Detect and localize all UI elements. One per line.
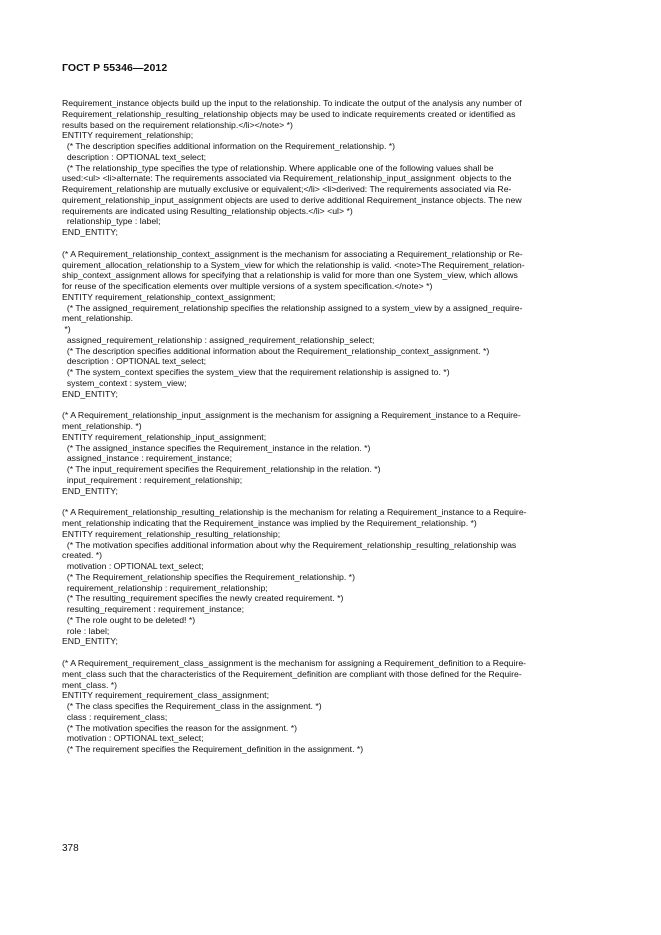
text-line: motivation : OPTIONAL text_select; — [62, 733, 204, 744]
text-line: requirement_relationship : requirement_relationship; — [62, 582, 268, 593]
text-line: (* A Requirement_relationship_context_assignment is the mechanism for associating a Requirement_relationship or Re- — [62, 248, 523, 259]
text-line: (* The system_context specifies the system_view that the requirement relationship is assigned to. *) — [62, 367, 450, 377]
text-line: Requirement_instance objects build up the input to the relationship. To indicate the output of the analysis any number of — [62, 98, 522, 108]
text-line: ment_relationship indicating that the Requirement_instance was implied by the Requirement_relationship. *) — [62, 518, 477, 528]
text-line: created. *) — [62, 550, 103, 561]
text-line: role : label; — [62, 625, 110, 636]
text-line: ship_context_assignment allows for specifying that a relationship is valid for more than one System_view, which allows — [62, 270, 518, 281]
text-line: ENTITY requirement_relationship_context_assignment; — [62, 291, 276, 302]
text-line: (* The role ought to be deleted! *) — [62, 614, 196, 625]
text-line: quirement_allocation_relationship to a System_view for which the relationship is valid. <note>The Requirement_relation- — [62, 259, 525, 270]
text-line: (* The motivation specifies additional information about why the Requirement_relationship_resulting_relationship was — [62, 539, 517, 550]
text-line: motivation : OPTIONAL text_select; — [62, 561, 204, 571]
page-number: 378 — [62, 843, 79, 854]
text-line: class : requirement_class; — [62, 711, 168, 722]
text-line: for reuse of the specification elements over multiple versions of a system specification.</note> *) — [62, 281, 433, 291]
text-line: (* A Requirement_requirement_class_assignment is the mechanism for assigning a Requirement_definition to a Require- — [62, 658, 527, 668]
text-line: system_context : system_view; — [62, 377, 187, 388]
text-line: (* The requirement specifies the Requirement_definition in the assignment. *) — [62, 744, 364, 754]
text-line: (* A Requirement_relationship_input_assignment is the mechanism for assigning a Requirement_instance to a Require- — [62, 410, 521, 421]
text-line: ment_class such that the characteristics of the Requirement_definition are compliant with those defined for the Require- — [62, 668, 522, 679]
text-line: (* The input_requirement specifies the Requirement_relationship in the relation. *) — [62, 464, 381, 474]
text-line: END_ENTITY; — [62, 485, 118, 496]
text-line: Requirement_relationship_resulting_relationship objects may be used to indicate requirements created or identified as — [62, 108, 516, 119]
text-line: END_ENTITY; — [62, 636, 118, 647]
text-block — [62, 410, 602, 496]
text-line: relationship_type : label; — [62, 216, 161, 227]
text-line: (* The assigned_instance specifies the Requirement_instance in the relation. *) — [62, 442, 371, 453]
text-line: END_ENTITY; — [62, 388, 118, 399]
document-body — [62, 98, 602, 766]
text-block — [62, 249, 602, 400]
text-line: ment_relationship. *) — [62, 421, 142, 431]
text-line: resulting_requirement : requirement_instance; — [62, 604, 245, 614]
text-line: used:<ul> <li>alternate: The requirements associated via Requirement_relationship_input_assignment objects to the — [62, 173, 512, 184]
text-line: results based on the requirement relationship.</li></note> *) — [62, 119, 293, 130]
text-block — [62, 507, 602, 647]
text-line: (* The motivation specifies the reason for the assignment. *) — [62, 722, 297, 733]
text-line: (* The relationship_type specifies the type of relationship. Where applicable one of the following values shall be — [62, 162, 494, 173]
text-line: ment_relationship. — [62, 313, 133, 324]
text-block — [62, 98, 602, 238]
text-line: input_requirement : requirement_relationship; — [62, 474, 243, 485]
text-line: (* The assigned_requirement_relationship specifies the relationship assigned to a system_view by a assigned_require- — [62, 302, 523, 313]
text-line: description : OPTIONAL text_select; — [62, 356, 207, 367]
text-line: *) — [62, 324, 71, 334]
text-line: (* The description specifies additional information on the Requirement_relationship. *) — [62, 141, 396, 151]
text-line: assigned_instance : requirement_instance; — [62, 453, 232, 464]
document-header: ГОСТ Р 55346—2012 — [62, 62, 168, 74]
text-line: END_ENTITY; — [62, 227, 118, 237]
text-line: Requirement_relationship are mutually exclusive or equivalent;</li> <li>derived: The requirements associated via Re- — [62, 184, 512, 194]
text-line: ENTITY requirement_relationship_resulting_relationship; — [62, 528, 281, 539]
text-line: ENTITY requirement_relationship_input_assignment; — [62, 431, 267, 442]
text-line: requirements are indicated using Resulting_relationship objects.</li> <ul> *) — [62, 205, 353, 216]
text-line: assigned_requirement_relationship : assigned_requirement_relationship_select; — [62, 334, 375, 345]
text-line: ment_class. *) — [62, 679, 118, 690]
text-line: ENTITY requirement_relationship; — [62, 130, 194, 141]
text-line: quirement_relationship_input_assignment objects are used to derive additional Requirement_instance objects. The new — [62, 194, 522, 205]
text-line: (* The Requirement_relationship specifies the Requirement_relationship. *) — [62, 571, 355, 582]
text-line: (* The resulting_requirement specifies the newly created requirement. *) — [62, 593, 344, 604]
text-line: description : OPTIONAL text_select; — [62, 151, 207, 162]
text-block — [62, 658, 602, 755]
text-line: ENTITY requirement_requirement_class_assignment; — [62, 690, 269, 701]
text-line: (* The class specifies the Requirement_class in the assignment. *) — [62, 701, 322, 711]
text-line: (* A Requirement_relationship_resulting_relationship is the mechanism for relating a Requirement_instance to a Require- — [62, 507, 527, 518]
text-line: (* The description specifies additional information about the Requirement_relationship_context_assignment. *) — [62, 345, 490, 356]
